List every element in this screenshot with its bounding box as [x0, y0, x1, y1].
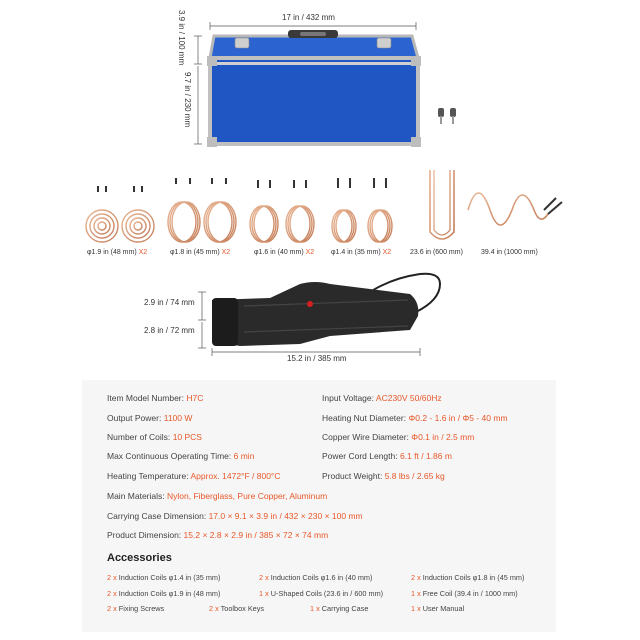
spec-wire-diameter: Copper Wire Diameter: Φ0.1 in / 2.5 mm — [322, 432, 475, 442]
spec-case-dimension: Carrying Case Dimension: 17.0 × 9.1 × 3.9 in / 432 × 230 × 100 mm — [107, 511, 363, 521]
handle-top-height-label: 2.9 in / 74 mm — [144, 298, 195, 307]
accessory-item: 2 x Induction Coils φ1.8 in (45 mm) — [411, 573, 525, 582]
toolbox-keys — [438, 108, 456, 124]
heater-illustration — [0, 270, 640, 360]
accessory-item: 2 x Induction Coils φ1.6 in (40 mm) — [259, 573, 373, 582]
spec-model: Item Model Number: H7C — [107, 393, 204, 403]
accessory-item: 2 x Induction Coils φ1.9 in (48 mm) — [107, 589, 221, 598]
accessory-item: 1 x Carrying Case — [310, 604, 369, 613]
spec-weight: Product Weight: 5.8 lbs / 2.65 kg — [322, 471, 445, 481]
coil-label-1000: 39.4 in (1000 mm) — [481, 249, 538, 256]
accessory-item: 2 x Fixing Screws — [107, 604, 165, 613]
case-width-label: 17 in / 432 mm — [282, 13, 335, 22]
spec-output-power: Output Power: 1100 W — [107, 413, 193, 423]
coil-label-45: φ1.8 in (45 mm) X2 — [170, 249, 231, 256]
coil-label-48: φ1.9 in (48 mm) X2 — [87, 249, 148, 256]
spec-coil-count: Number of Coils: 10 PCS — [107, 432, 202, 442]
accessory-item: 2 x Toolbox Keys — [209, 604, 265, 613]
case-illustration — [0, 0, 640, 160]
coil-label-35: φ1.4 in (35 mm) X2 — [331, 249, 392, 256]
accessory-item: 2 x Induction Coils φ1.4 in (35 mm) — [107, 573, 221, 582]
handle-bottom-height-label: 2.8 in / 72 mm — [144, 326, 195, 335]
case-depth-label: 9.7 in / 230 mm — [183, 72, 192, 128]
accessory-item: 1 x User Manual — [411, 604, 465, 613]
handle-length-label: 15.2 in / 385 mm — [287, 354, 347, 363]
spec-cord-length: Power Cord Length: 6.1 ft / 1.86 m — [322, 451, 452, 461]
case-height-label: 3.9 in / 100 mm — [177, 10, 186, 66]
spec-heating-temp: Heating Temperature: Approx. 1472°F / 800°C — [107, 471, 281, 481]
spec-nut-diameter: Heating Nut Diameter: Φ0.2 - 1.6 in / Φ5 - 40 mm — [322, 413, 508, 423]
coil-label-600: 23.6 in (600 mm) — [410, 249, 463, 256]
spec-input-voltage: Input Voltage: AC230V 50/60Hz — [322, 393, 442, 403]
accessory-item: 1 x Free Coil (39.4 in / 1000 mm) — [411, 589, 518, 598]
spec-materials: Main Materials: Nylon, Fiberglass, Pure Copper, Aluminum — [107, 491, 328, 501]
accessory-item: 1 x U-Shaped Coils (23.6 in / 600 mm) — [259, 589, 384, 598]
coils-illustration — [0, 170, 640, 250]
spec-product-dimension: Product Dimension: 15.2 × 2.8 × 2.9 in / 385 × 72 × 74 mm — [107, 530, 329, 540]
coil-label-40: φ1.6 in (40 mm) X2 — [254, 249, 315, 256]
spec-operating-time: Max Continuous Operating Time: 6 min — [107, 451, 255, 461]
accessories-title: Accessories — [107, 552, 172, 564]
